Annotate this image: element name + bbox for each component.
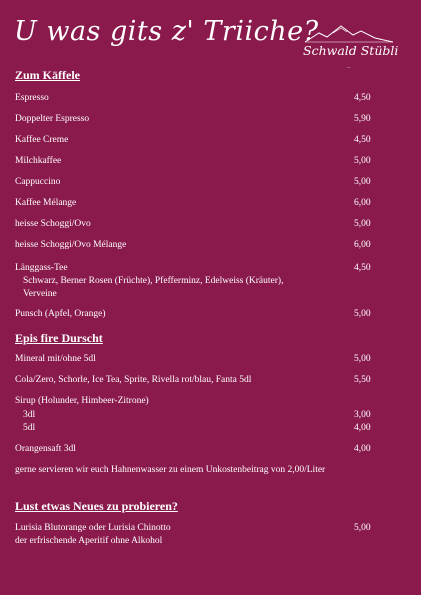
item-name: Punsch (Apfel, Orange): [15, 309, 106, 319]
item-name: Milchkaffee: [15, 156, 62, 166]
size-label: 3dl: [23, 410, 36, 420]
item-price: 4,50: [354, 135, 371, 145]
item-price: 5,50: [354, 375, 371, 385]
item-price: 4,00: [354, 423, 371, 433]
item-name: Orangensaft 3dl: [15, 444, 76, 454]
item-price: 4,50: [354, 263, 371, 273]
item-price: 5,00: [354, 354, 371, 364]
item-price: 5,00: [354, 156, 371, 166]
item-name: heisse Schoggi/Ovo: [15, 219, 91, 229]
item-name: Kaffee Mélange: [15, 198, 77, 208]
item-price: 3,00: [354, 410, 371, 420]
item-name: Lurisia Blutorange oder Lurisia Chinotto: [15, 523, 171, 533]
restaurant-logo: [303, 24, 399, 76]
item-name: Cappuccino: [15, 177, 61, 187]
item-name: Mineral mit/ohne 5dl: [15, 354, 96, 364]
item-detail: Verveine: [23, 289, 57, 299]
mountain-icon: [303, 24, 395, 44]
item-price: 5,00: [354, 309, 371, 319]
item-price: 4,50: [354, 93, 371, 103]
item-name: Espresso: [15, 93, 49, 103]
item-price: 5,00: [354, 177, 371, 187]
section-header-neues: Lust etwas Neues zu probieren?: [15, 499, 178, 513]
section-header-durscht: Epis fire Durscht: [15, 331, 103, 345]
item-name: Kaffee Creme: [15, 135, 69, 145]
item-price: 4,00: [354, 444, 371, 454]
item-price: 6,00: [354, 240, 371, 250]
menu-title: U was gits z' Triiche?: [14, 16, 319, 47]
item-price: 5,00: [354, 523, 371, 533]
size-label: 5dl: [23, 423, 36, 433]
section-header-kaffee: Zum Käffele: [15, 68, 80, 82]
water-note: gerne servieren wir euch Hahnenwasser zu einem Unkostenbeitrag von 2,00/Liter: [15, 465, 326, 475]
logo-text: Schwald Stübli: [303, 43, 399, 58]
logo-subtext: —: [346, 64, 352, 69]
item-price: 5,90: [354, 114, 371, 124]
item-name: Länggass-Tee: [15, 263, 68, 273]
item-name: Sirup (Holunder, Himbeer-Zitrone): [15, 396, 149, 406]
item-detail: Schwarz, Berner Rosen (Früchte), Pfefferminz, Edelweiss (Kräuter),: [23, 276, 284, 286]
item-price: 6,00: [354, 198, 371, 208]
item-price: 5,00: [354, 219, 371, 229]
item-name: Doppelter Espresso: [15, 114, 90, 124]
item-name: heisse Schoggi/Ovo Mélange: [15, 240, 127, 250]
item-detail: der erfrischende Aperitif ohne Alkohol: [15, 536, 163, 546]
item-name: Cola/Zero, Schorle, Ice Tea, Sprite, Rivella rot/blau, Fanta 5dl: [15, 375, 252, 385]
